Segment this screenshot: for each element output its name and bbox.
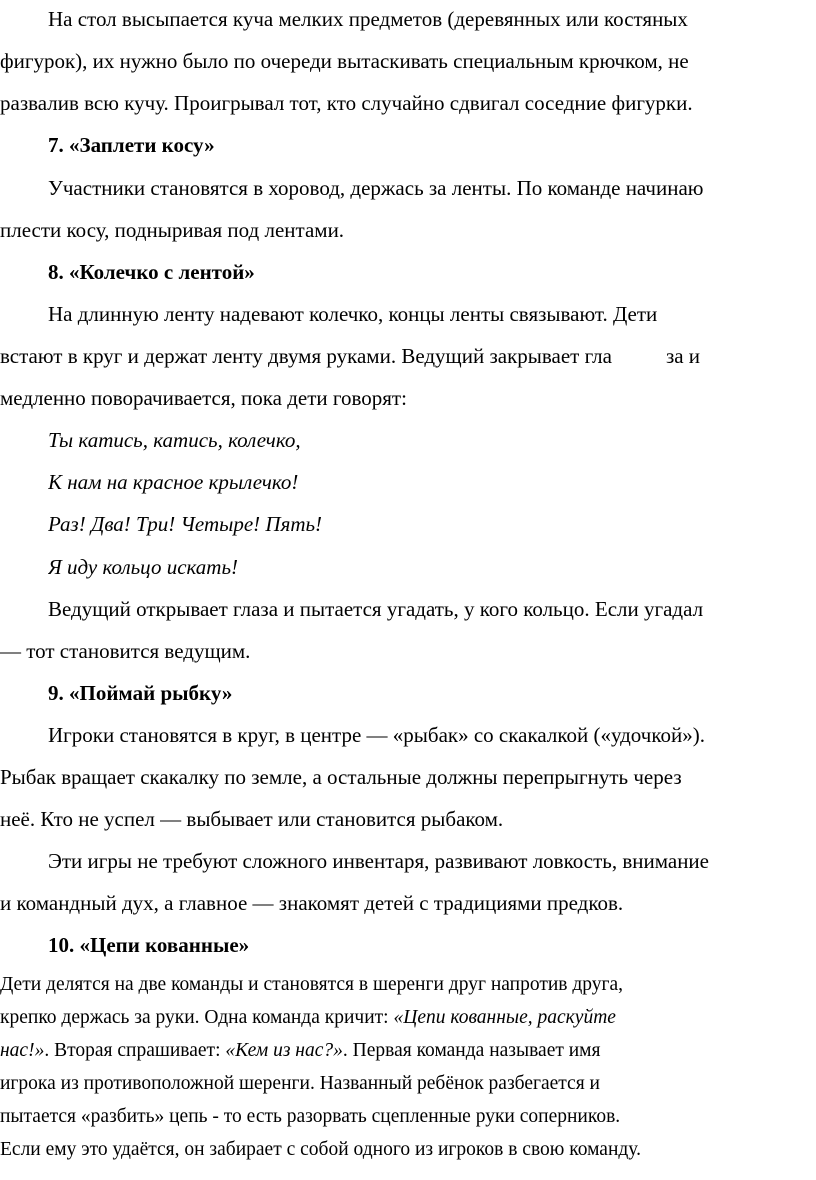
verse-line: Раз! Два! Три! Четыре! Пять! (48, 512, 323, 536)
line-fragment: . Первая команда называет имя (342, 1040, 601, 1061)
paragraph-line: игрока из противоположной шеренги. Названный ребёнок разбегается и (0, 1073, 600, 1094)
paragraph-line: фигурок), их нужно было по очереди вытаскивать специальным крючком, не (0, 49, 689, 73)
paragraph-line: Эти игры не требуют сложного инвентаря, развивают ловкость, внимание (48, 849, 709, 873)
quote-italic: «Кем из нас?» (225, 1040, 343, 1061)
line-fragment: крепко держась за руки. Одна команда кричит: (0, 1007, 394, 1028)
line-fragment: встают в круг и держат ленту двумя руками. Ведущий закрывает гла (0, 344, 612, 368)
paragraph-line: Игроки становятся в круг, в центре — «рыбак» со скакалкой («удочкой»). (48, 723, 705, 747)
paragraph-line: медленно поворачивается, пока дети говорят: (0, 386, 407, 410)
paragraph-line: Если ему это удаётся, он забирает с собой одного из игроков в свою команду. (0, 1139, 641, 1160)
paragraph-line (0, 343, 816, 369)
paragraph-line: — тот становится ведущим. (0, 639, 251, 663)
section-heading: 8. «Колечко с лентой» (48, 260, 255, 284)
verse-line: Ты катись, катись, колечко, (48, 428, 301, 452)
line-fragment: . Вторая спрашивает: (44, 1040, 226, 1061)
section-heading: 9. «Поймай рыбку» (48, 681, 233, 705)
paragraph-line: На стол высыпается куча мелких предметов (деревянных или костяных (48, 7, 688, 31)
quote-italic: «Цепи кованные, раскуйте (393, 1007, 616, 1028)
line-fragment: за и (665, 344, 701, 368)
paragraph-line: Участники становятся в хоровод, держась за ленты. По команде начинаю (48, 176, 704, 200)
paragraph-line: неё. Кто не успел — выбывает или становится рыбаком. (0, 807, 504, 831)
section-heading: 7. «Заплети косу» (48, 133, 215, 157)
section-heading: 10. «Цепи кованные» (48, 933, 250, 957)
verse-line: К нам на красное крылечко! (48, 470, 299, 494)
verse-line: Я иду кольцо искать! (48, 555, 239, 579)
paragraph-line: Дети делятся на две команды и становятся в шеренги друг напротив друга, (0, 974, 624, 995)
paragraph-line: развалив всю кучу. Проигрывал тот, кто случайно сдвигал соседние фигурки. (0, 91, 693, 115)
paragraph-line: пытается «разбить» цепь - то есть разорвать сцепленные руки соперников. (0, 1106, 621, 1127)
paragraph-line: Ведущий открывает глаза и пытается угадать, у кого кольцо. Если угадал (48, 597, 704, 621)
paragraph-line: Рыбак вращает скакалку по земле, а остальные должны перепрыгнуть через (0, 765, 682, 789)
paragraph-line (0, 1039, 816, 1063)
paragraph-line (0, 1006, 816, 1030)
paragraph-line: На длинную ленту надевают колечко, концы ленты связывают. Дети (48, 302, 658, 326)
paragraph-line: и командный дух, а главное — знакомят детей с традициями предков. (0, 891, 624, 915)
paragraph-line: плести косу, подныривая под лентами. (0, 218, 345, 242)
quote-italic: нас!» (0, 1040, 45, 1061)
